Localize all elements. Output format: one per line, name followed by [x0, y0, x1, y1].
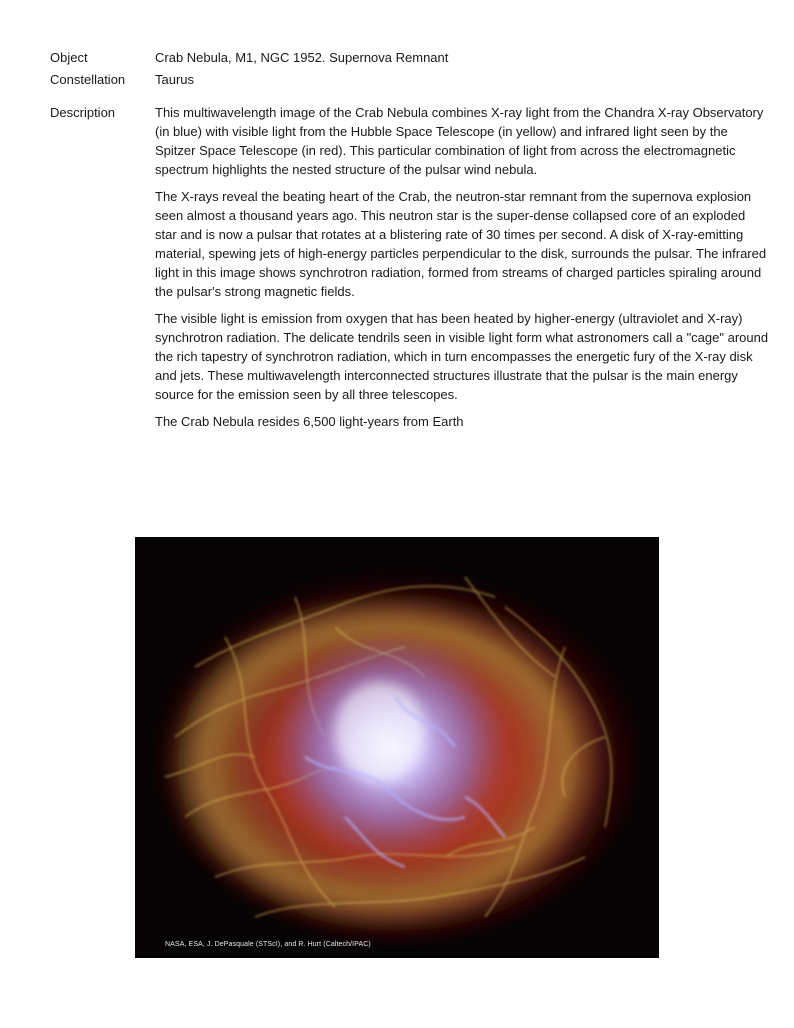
description-row	[50, 103, 770, 439]
object-info	[50, 48, 770, 439]
nebula-illustration	[135, 537, 659, 958]
constellation-row	[50, 70, 770, 89]
description-paragraph: The X-rays reveal the beating heart of the Crab, the neutron-star remnant from the supernova explosion seen almost a thousand years ago. This neutron star is the super-dense collapsed core of an exploded star and is now a pulsar that rotates at a blistering rate of 30 times per second. A disk of X-ray-emitting material, spewing jets of high-energy particles perpendicular to the disk, surrounds the pulsar. The infrared light in this image shows synchrotron radiation, formed from streams of charged particles spiraling around the pulsar's strong magnetic fields.	[155, 189, 767, 299]
description-paragraph: This multiwavelength image of the Crab Nebula combines X-ray light from the Chandra X-ray Observatory (in blue) with visible light from the Hubble Space Telescope (in yellow) and infrared light seen by the Spitzer Space Telescope (in red). This particular combination of light from across the electromagnetic spectrum highlights the nested structure of the pulsar wind nebula.	[155, 105, 764, 177]
constellation-value: Taurus	[155, 72, 195, 87]
object-row	[50, 48, 770, 67]
object-value: Crab Nebula, M1, NGC 1952. Supernova Remnant	[155, 50, 449, 65]
pulsar-glow	[335, 682, 425, 782]
constellation-label: Constellation	[50, 72, 126, 87]
object-label: Object	[50, 50, 88, 65]
description-paragraph: The visible light is emission from oxygen that has been heated by higher-energy (ultraviolet and X-ray) synchrotron radiation. The delicate tendrils seen in visible light form what astronomers call a "cage" around the rich tapestry of synchrotron radiation, which in turn encompasses the energetic fury of the X-ray disk and jets. These multiwavelength interconnected structures illustrate that the pulsar is the main energy source for the emission seen by all three telescopes.	[155, 311, 769, 402]
description-label: Description	[50, 105, 116, 120]
description-text	[155, 103, 770, 439]
image-credit: NASA, ESA, J. DePasquale (STScI), and R. Hurt (Caltech/IPAC)	[165, 941, 371, 948]
description-paragraph: The Crab Nebula resides 6,500 light-years from Earth	[155, 414, 464, 429]
crab-nebula-image	[135, 537, 659, 958]
